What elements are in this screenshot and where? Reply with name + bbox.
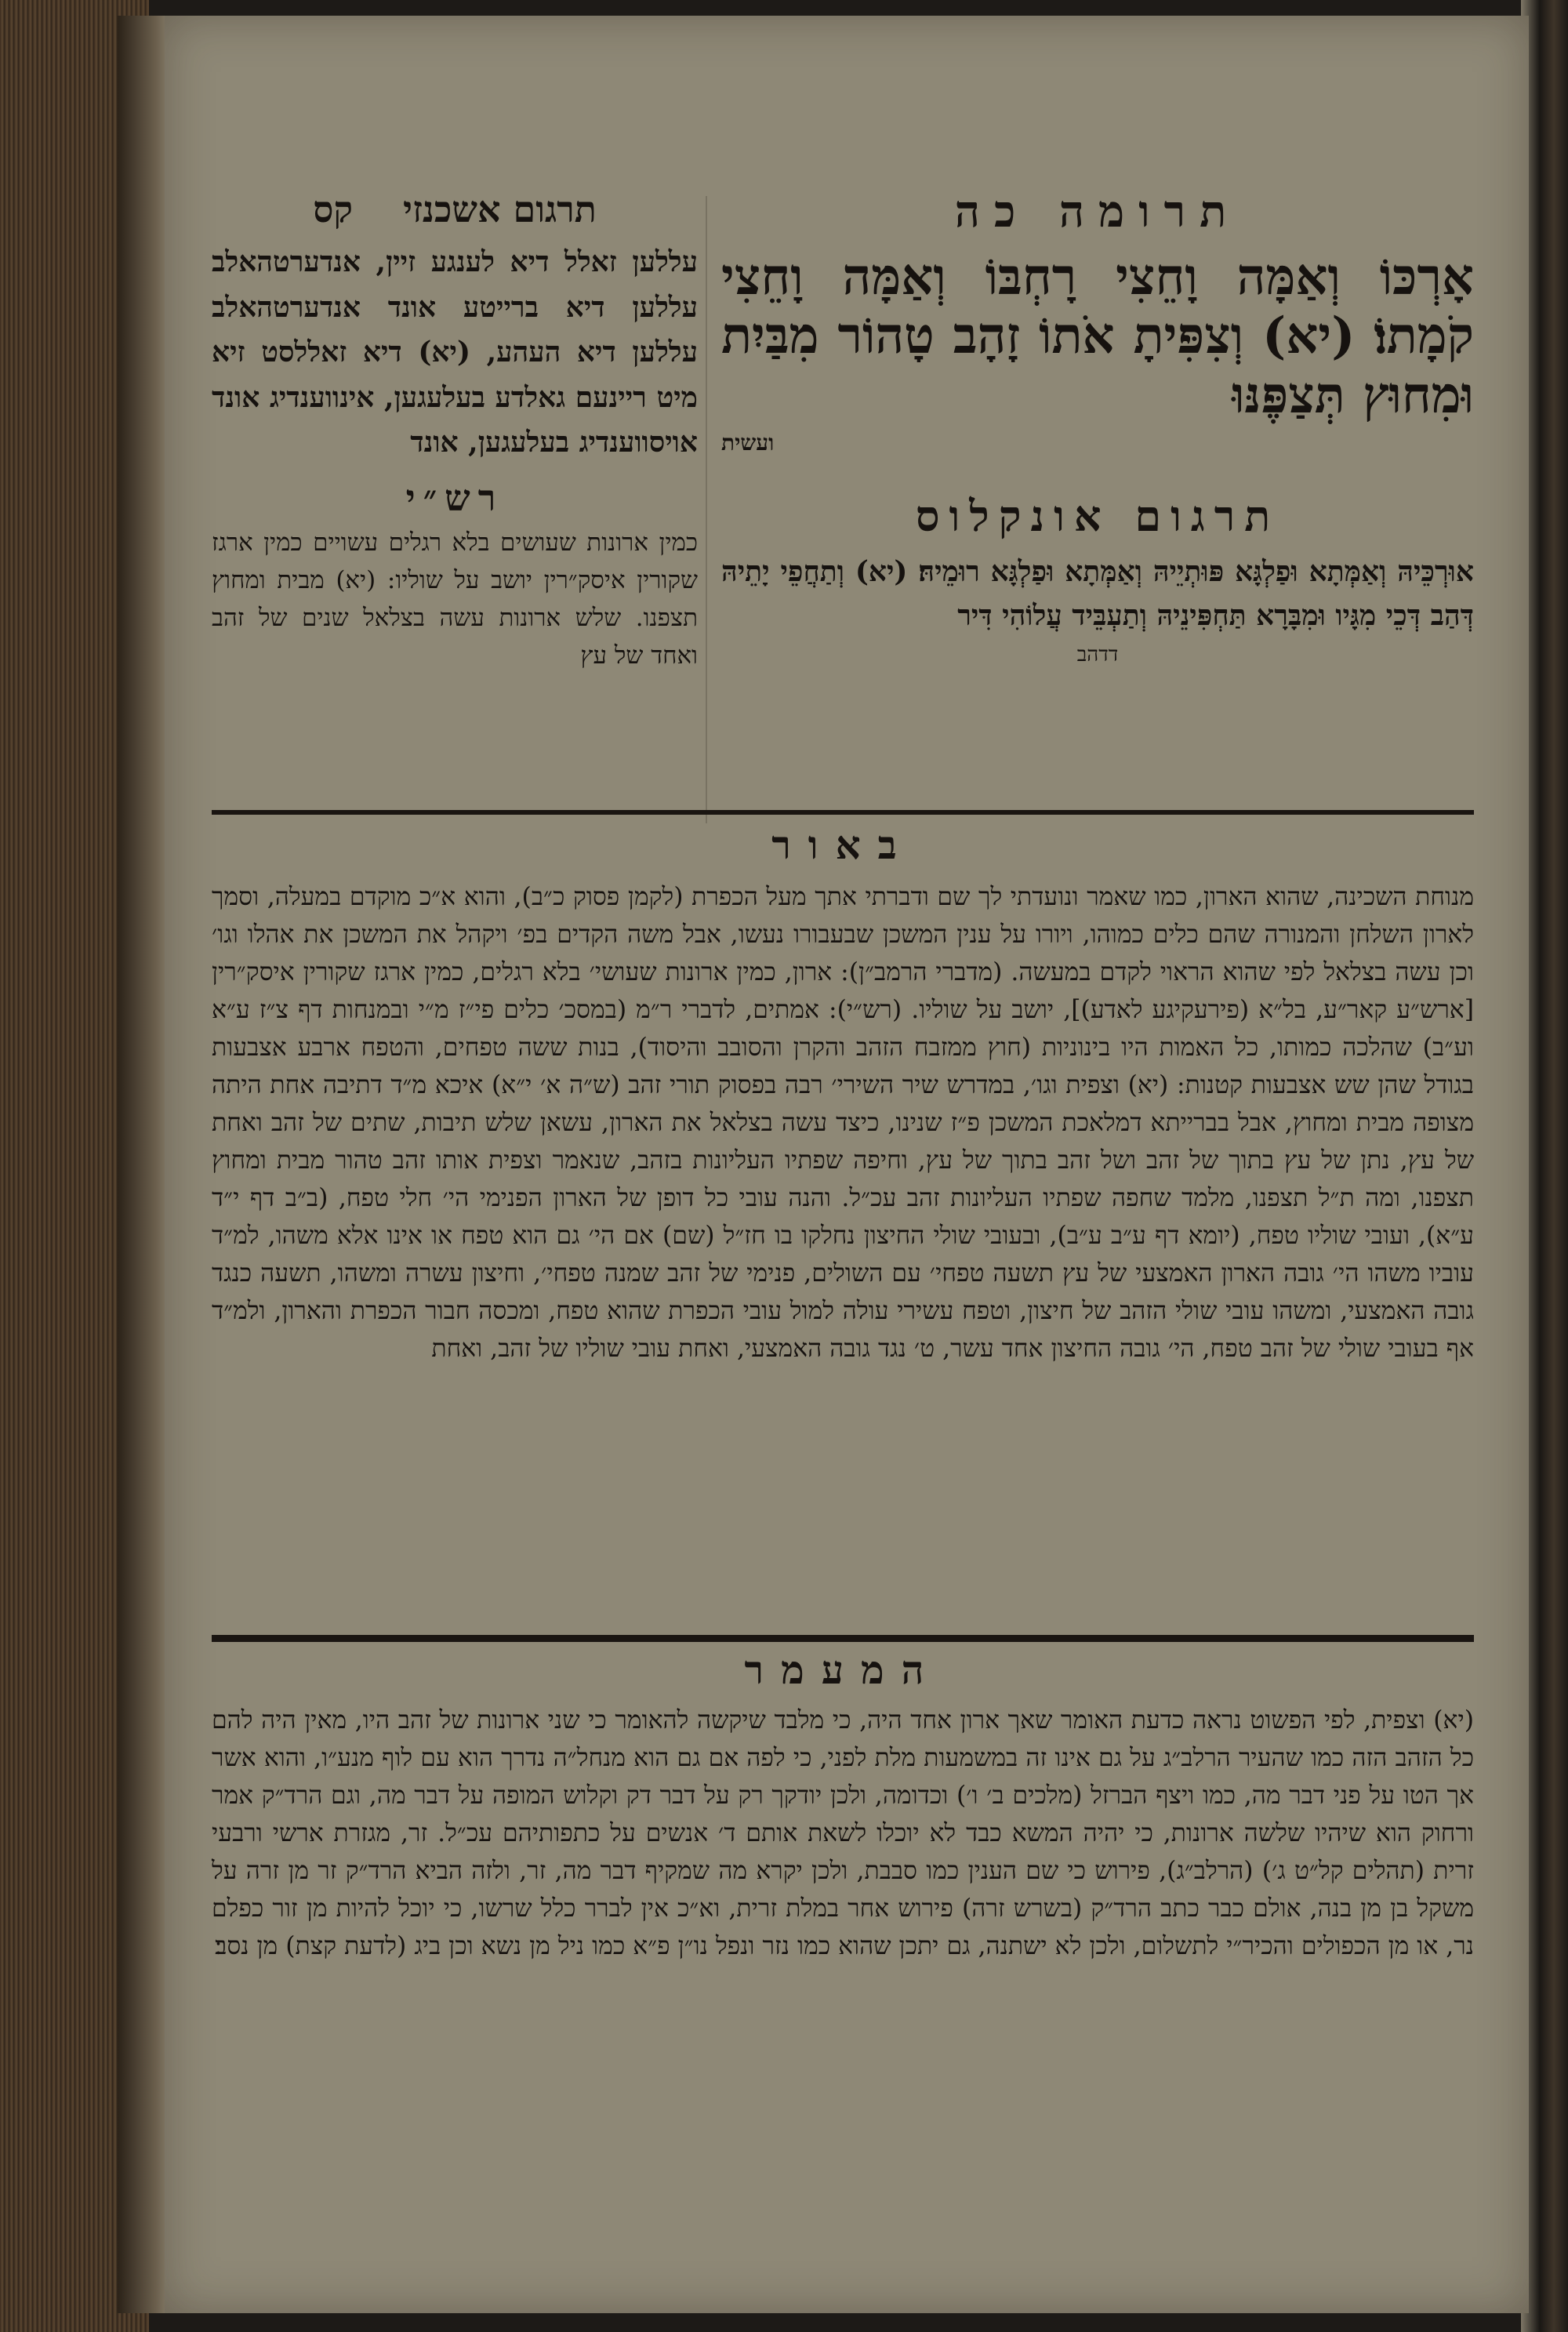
biur-text: מנוחת השכינה, שהוא הארון, כמו שאמר ונועדתי לך שם ודברתי אתך מעל הכפרת (לקמן פסוק כ״ב), והוא א״כ מוקדם במעלה, וסמך לארון השלחן והמנורה שהם כלים כמוהו, ויורו על ענין המשכן שבעבורו נעשו, אבל משה הקדים בפ׳ ויקהל את המשכן את אהלו וגו׳ וכן עשה בצלאל לפי שהוא הראוי לקדם במעשה. (מדברי הרמב״ן): ארון, כמין ארונות שעושי׳ בלא רגלים, כמין ארגז שקורין איסק״רין [ארש״ע קאר״ע, בל״א (פירעקיגע לאדע)], יושב על שוליו. (רש״י): אמתים, לדברי ר״מ (במסכ׳ כלים פי״ז מ״י ובמנחות דף צ״ז ע״א וע״ב) שהלכה כמותו, כל האמות היו בינוניות (חוץ ממזבח הזהב והקרן והסובב והיסוד), בנות ששה טפחים, והטפח ארבע אצבעות בגודל שהן שש אצבעות קטנות: (יא) וצפית וגו׳, במדרש שיר השירי׳ רבה בפסוק תורי זהב (ש״ה א׳ י״א) איכא מ״ד דתיבה אחת היתה מצופה מבית ומחוץ, אבל בברייתא דמלאכת המשכן פ״ז שנינו, כיצד עשה בצלאל את הארון, עשאן שלש תיבות, שתים של זהב ואחת של עץ, נתן של עץ בתוך של זהב ושל זהב בתוך של עץ, וחיפה שפתיו העליונות בזהב, שנאמר וצפית אותו זהב טהור מבית ומחוץ תצפנו, ומה ת״ל תצפנו, מלמד שחפה שפתיו העליונות זהב עכ״ל. והנה עובי כל דופן של הארון הפנימי הי׳ חלי טפח, (ב״ב דף י״ד ע״א), ועובי שוליו טפח, (יומא דף ע״ב ע״ב), ובעובי שולי החיצון נחלקו בו חז״ל (שם) אם הי׳ גם הוא טפח או אינו אלא משהו, למ״ד עוביו משהו הי׳ גובה הארון האמצעי של עץ תשעה טפחי׳ עם השולים, פנימי של זהב שמנה טפחי׳, וחיצון עשרה ומשהו, תשעה כנגד גובה האמצעי, ומשהו עובי שולי הזהב של חיצון, וטפח עשירי עולה למול עובי הכפרת שהוא טפח, ומכסה חבור הכפרת והארון, ולמ״ד אף בעובי שולי של זהב טפח, הי׳ גובה החיצון אחד עשר, ט׳ נגד גובה האמצעי, ואחת עובי שוליו של זהב, ואחת [212,883,1474,1363]
targum-ashkenazi-text: עללען זאלל דיא לענגע זיין, אנדערטהאלב עללען דיא ברייטע אונד אנדערטהאלב עללען דיא העהע, (יא) דיא זאללסט זיא מיט ריינעם גאלדע בעלעגען, אינווענדיג אונד אויסווענדיג בעלעגען, אונד [212,245,698,459]
biur-title: באור [771,822,914,868]
section-rule-mearer [212,1635,1474,1642]
rashi-title: רש״י [405,476,504,519]
mearer-text: (יא) וצפית, לפי הפשוט נראה כדעת האומר שאך ארון אחד היה, כי מלבד שיקשה להאומר כי שני ארונות של זהב היו, מאין היה להם כל הזהב הזה כמו שהעיר הרלב״ג על גם אינו זה במשמעות מלת לפני, כי לפה אם גם הוא מנחל״ה נדרך הוא עם לוף מנע״ו, והוא אשר אך הטו על פני דבר מה, כמו ויצף הברזל (מלכים ב׳ ו׳) וכדומה, ולכן יודקך רק על דבר דק וקלוש המופה על דבר מה, וגם הרד״ק אמר ורחוק הוא שיהיו שלשה ארונות, כי יהיה המשא כבד לא יוכלו לשאת אותם ד׳ אנשים על כתפותיהם עכ״ל. זר, מגזרת ארשי ורבעי זרית (תהלים קל״ט ג׳) (הרלב״ג), פירוש כי שם הענין כמו סבבת, ולכן יקרא מה שמקיף דבר מה, זר, ולזה הביא הרד״ק זר מן זרה על משקל בן מן בנה, אולם כבר כתב הרד״ק (בשרש זרה) פירוש אחר במלת זרית, וא״כ אין לברר כלל שרשו, כי יוכל להיות מן זור כפלם נר, או מן הכפולים והכיר״י לתשלום, ולכן לא ישתנה, גם יתכן שהוא כמו נזר ונפל נו״ן פ״א כמו ניל מן נשא וכן ביג (לדעת קצת) מן נסב׃ [212,1706,1474,1960]
targum-ashkenazi-heading [212,188,698,231]
main-text-column [721,188,1474,667]
torah-verse: אָרְכּוֹ וְאַמָּה וָחֵצִי רָחְבּוֹ וְאַמָּה וָחֵצִי קֹמָתוֹ׃ (יא) וְצִפִּיתָ אֹתוֹ זָהָב טָהוֹר מִבַּיִת וּמִחוּץ תְּצַפֶּנּוּ [721,247,1474,425]
side-text-column [212,188,698,674]
rashi-text: כמין ארונות שעושים בלא רגלים עשויים כמין ארגז שקורין איסק״רין יושב על שוליו: (יא) מבית ומחוץ תצפנו. שלש ארונות עשה בצלאל שנים של זהב ואחד של עץ [212,528,698,670]
section-rule-biur [212,810,1474,815]
targum-onkelos-title: תרגום אונקלוס [915,491,1280,542]
targum-ashkenazi-verse-number: קס [313,188,353,231]
column-divider [706,196,707,823]
catchword-targum: דדהב [1076,642,1119,667]
targum-onkelos-text: אוּרְכֵּיהּ וְאַמְּתָא וּפַלְגָּא פּוּתְיֵיהּ וְאַמְּתָא וּפַלְגָּא רוּמֵיהּ׃ (יא) וְתַחֲפֵי יָתֵיהּ דְּהַב דְּכֵי מִגָּיו וּמִבָּרָא תַּחְפִּינֵיהּ וְתַעְבֵּיד עֲלוֹהִי דִּיר [721,555,1474,632]
book-page [165,16,1529,2313]
targum-ashkenazi-title: תרגום אשכנזי [403,188,597,231]
mearer-title: המעמר [744,1647,942,1693]
parsha-heading: תרומה כה [954,186,1241,238]
catchword-verse: ועשית [721,430,775,456]
